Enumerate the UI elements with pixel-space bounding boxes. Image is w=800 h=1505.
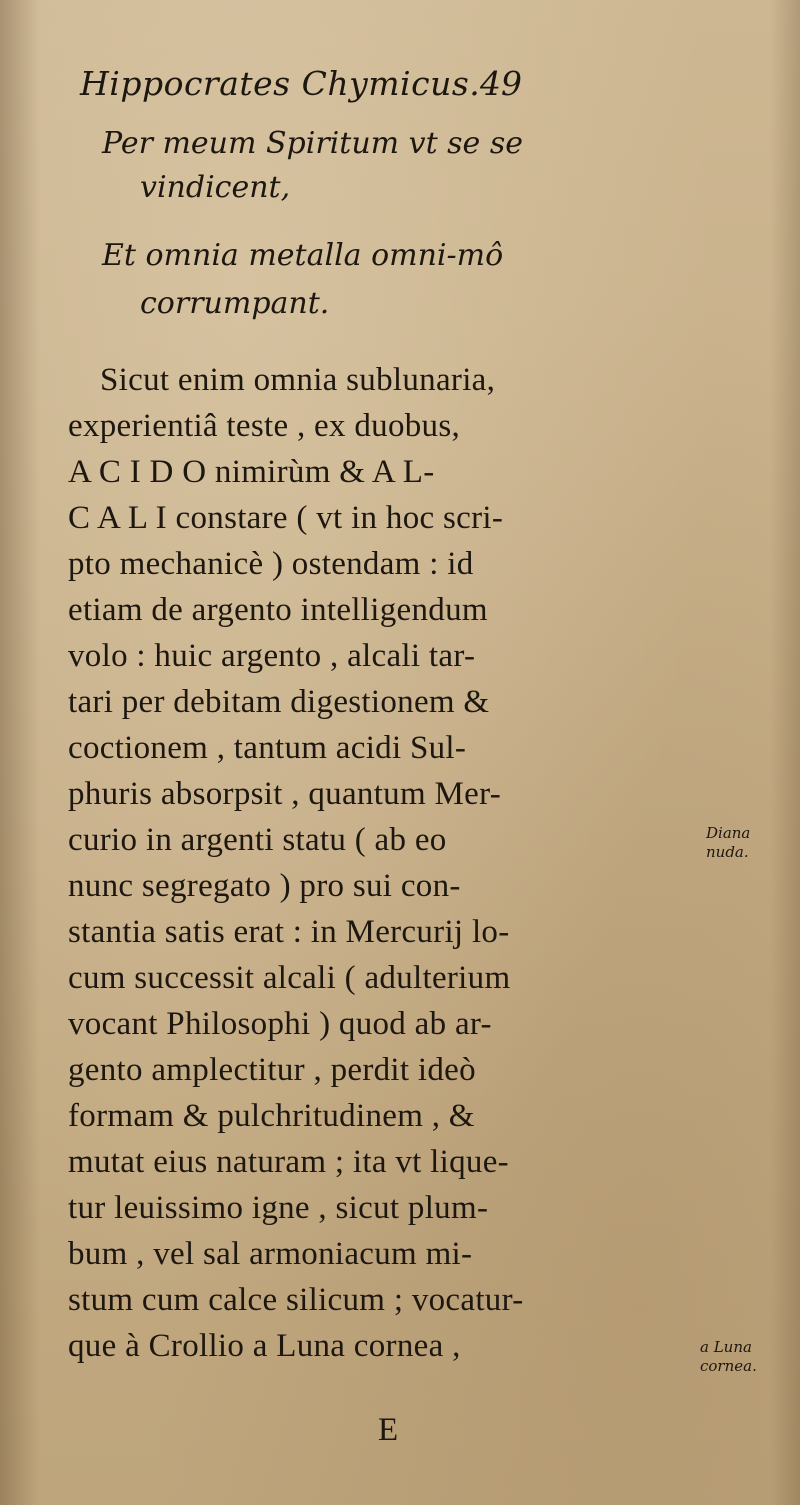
text-line: Sicut enim omnia sublunaria, — [100, 362, 496, 398]
margin-note-line: Diana — [706, 824, 751, 842]
text-line: stantia satis erat : in Mercurij lo- — [68, 914, 510, 950]
text-line: A C I D O nimirùm & A L- — [68, 454, 435, 490]
text-line: etiam de argento intelligendum — [68, 592, 488, 628]
text-line: experientiâ teste , ex duobus, — [68, 408, 461, 444]
text-line: phuris absorpsit , quantum Mer- — [68, 776, 501, 812]
margin-note — [700, 1338, 757, 1376]
text-line: vocant Philosophi ) quod ab ar- — [68, 1006, 492, 1042]
margin-note-line: nuda. — [706, 843, 749, 861]
catchword: E — [378, 1412, 399, 1448]
text-line: gento amplectitur , perdit ideò — [68, 1052, 476, 1088]
text-line: tari per debitam digestionem & — [68, 684, 490, 720]
text-line: curio in argenti statu ( ab eo — [68, 822, 447, 858]
text-line: cum successit alcali ( adulterium — [68, 960, 511, 996]
verse-line: Et omnia metalla omni-mô — [102, 238, 504, 273]
running-title: Hippocrates Chymicus. — [80, 64, 481, 103]
text-line: formam & pulchritudinem , & — [68, 1098, 475, 1134]
text-line: bum , vel sal armoniacum mi- — [68, 1236, 473, 1272]
text-line: stum cum calce silicum ; vocatur- — [68, 1282, 524, 1318]
text-line: mutat eius naturam ; ita vt lique- — [68, 1144, 509, 1180]
margin-note — [706, 824, 750, 862]
text-line: volo : huic argento , alcali tar- — [68, 638, 476, 674]
margin-note-line: a Luna — [700, 1338, 752, 1356]
page-number: 49 — [480, 64, 522, 103]
text-line: pto mechanicè ) ostendam : id — [68, 546, 474, 582]
text-line: tur leuissimo igne , sicut plum- — [68, 1190, 489, 1226]
text-line: coctionem , tantum acidi Sul- — [68, 730, 467, 766]
verse-line: vindicent, — [140, 170, 291, 205]
text-line: nunc segregato ) pro sui con- — [68, 868, 461, 904]
verse-line: Per meum Spiritum vt se se — [102, 126, 523, 161]
text-line: C A L I constare ( vt in hoc scri- — [68, 500, 504, 536]
text-line: que à Crollio a Luna cornea , — [68, 1328, 461, 1364]
verse-line: corrumpant. — [140, 286, 330, 321]
margin-note-line: cornea. — [700, 1357, 757, 1375]
